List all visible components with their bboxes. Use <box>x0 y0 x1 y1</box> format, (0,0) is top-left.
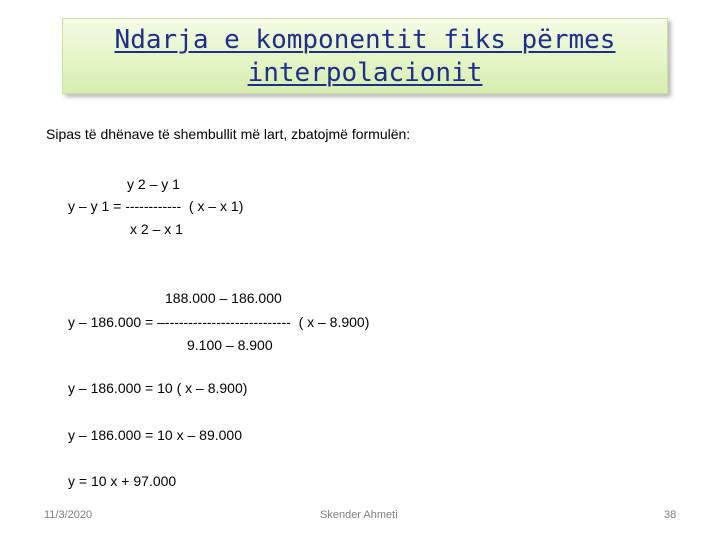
footer-date: 11/3/2020 <box>44 509 93 521</box>
substitution-numerator: 188.000 – 186.000 <box>165 290 282 306</box>
slide-title: Ndarja e komponentit fiks përmes interpolacionit <box>114 25 616 88</box>
footer-page-number: 38 <box>664 509 677 521</box>
step-line: y – 186.000 = 10 x – 89.000 <box>68 427 242 443</box>
step-line: y – 186.000 = 10 ( x – 8.900) <box>68 380 248 396</box>
step-line: y = 10 x + 97.000 <box>68 473 177 489</box>
footer-author: Skender Ahmeti <box>320 509 398 521</box>
formula-numerator: y 2 – y 1 <box>127 176 180 192</box>
substitution-denominator: 9.100 – 8.900 <box>187 337 273 353</box>
formula-main-line: y – y 1 = ------------ ( x – x 1) <box>68 198 244 214</box>
substitution-main-line: y – 186.000 = –--------------------------- ( x – 8.900) <box>68 314 370 330</box>
intro-text: Sipas të dhënave të shembullit më lart, zbatojmë formulën: <box>46 126 411 142</box>
formula-denominator: x 2 – x 1 <box>130 221 183 237</box>
